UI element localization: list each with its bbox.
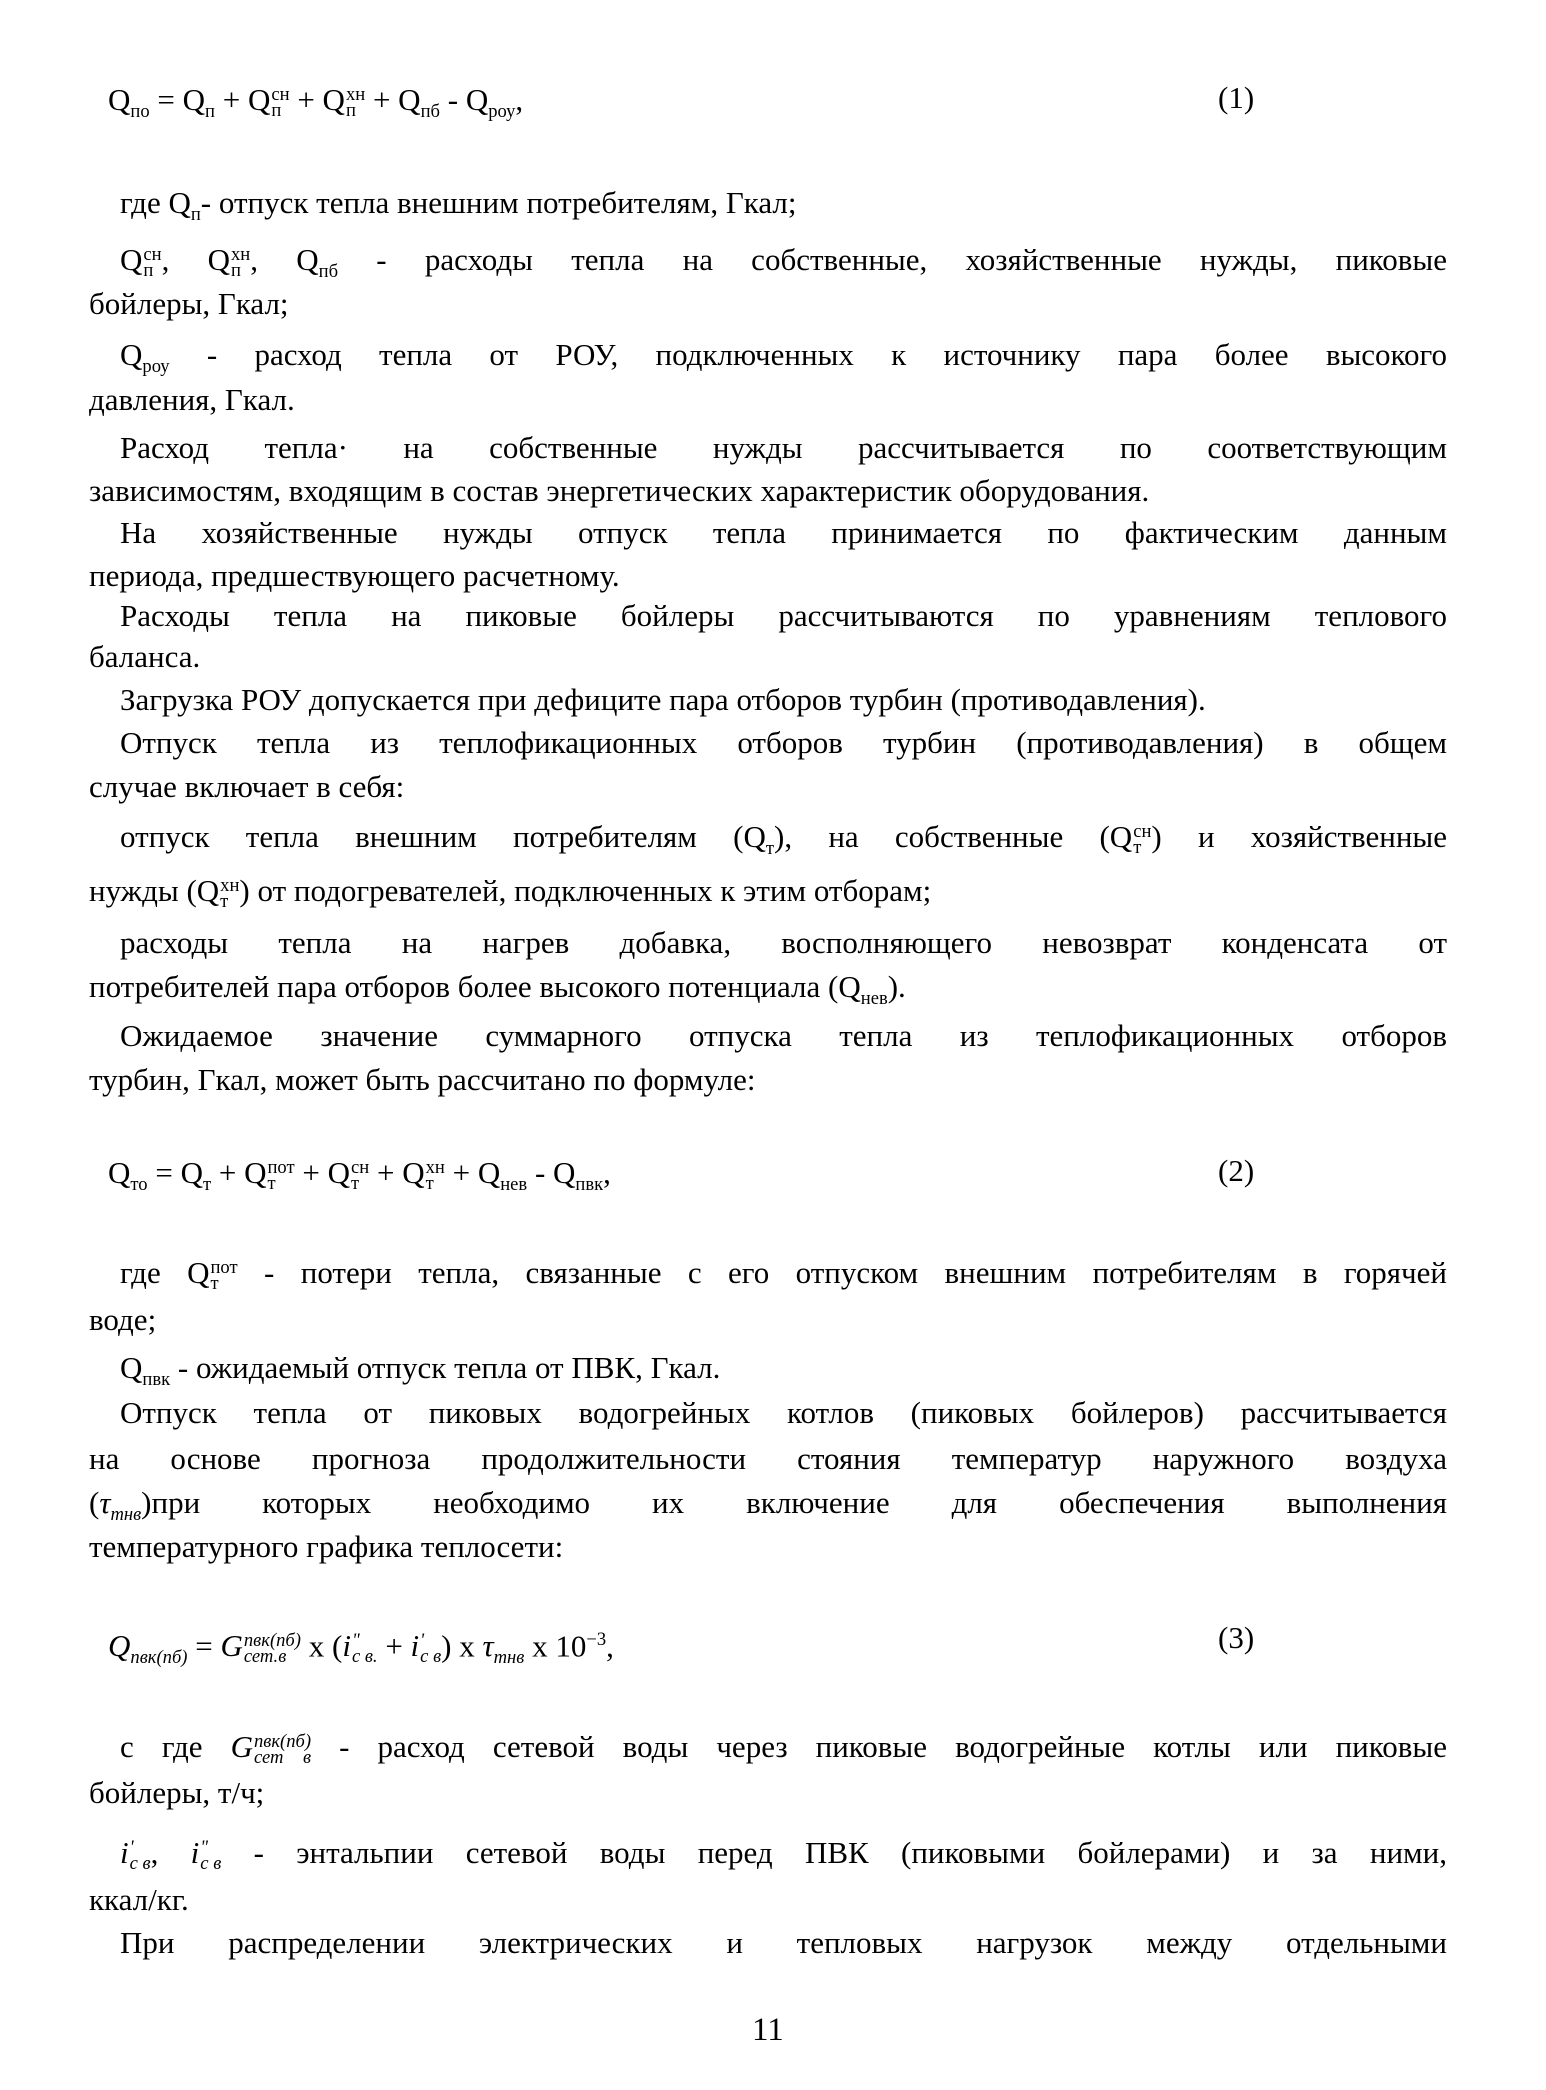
math-symbol — [402, 1153, 445, 1193]
text-run: x 10 — [524, 1628, 587, 1664]
text-line — [89, 284, 1447, 324]
symbol-base: Q — [296, 242, 319, 277]
math-symbol — [108, 1626, 188, 1678]
symbol-base: Q — [322, 82, 345, 117]
symbol-base: Q — [743, 819, 766, 854]
math-symbol — [183, 80, 215, 132]
symbol-base: Q — [327, 1155, 350, 1190]
text-line — [120, 1253, 1447, 1293]
subscript: т — [350, 1172, 360, 1194]
math-symbol — [1110, 817, 1152, 857]
script-stack — [420, 1630, 442, 1668]
text-run: Расходы тепла на пиковые бойлеры рассчитываются по уравнениям теплового — [120, 598, 1447, 633]
text-run: , — [606, 1628, 614, 1664]
text-run: где — [120, 185, 169, 220]
superscript: сн — [271, 84, 290, 106]
symbol-base: Q — [477, 1155, 501, 1190]
math-symbol — [108, 80, 150, 132]
subscript: пвк — [142, 1369, 171, 1391]
text-run: Отпуск тепла от пиковых водогрейных котлов (пиковых бойлеров) рассчитывается — [120, 1395, 1447, 1430]
subscript: п — [205, 101, 215, 123]
superscript: пот — [267, 1157, 295, 1179]
text-run: - расход сетевой воды через пиковые водогрейные котлы или пиковые — [311, 1729, 1447, 1764]
text-run: с где — [120, 1729, 231, 1764]
symbol-base: Q — [120, 1350, 143, 1385]
text-line — [120, 183, 1447, 235]
text-line — [120, 428, 1447, 468]
text-line — [89, 1439, 1447, 1479]
superscript: пвк(пб) — [253, 1731, 312, 1753]
text-run: - ожидаемый отпуск тепла от ПВК, Гкал. — [170, 1350, 721, 1385]
text-run: где — [120, 1255, 188, 1290]
text-run: + — [444, 1155, 478, 1190]
subscript: сет в — [253, 1746, 312, 1768]
text-run: - энтальпии сетевой воды перед ПВК (пиковыми бойлерами) и за ними, — [221, 1835, 1447, 1870]
text-line — [89, 556, 1447, 596]
math-symbol — [248, 80, 290, 120]
subscript: пвк — [575, 1174, 604, 1196]
text-run: На хозяйственные нужды отпуск тепла принимается по фактическим данным — [120, 515, 1447, 550]
subscript: т — [220, 890, 229, 912]
text-line — [120, 817, 1447, 869]
text-run: - расходы тепла на собственные, хозяйственные нужды, пиковые — [338, 242, 1448, 277]
math-symbol — [342, 1626, 377, 1666]
math-symbol — [187, 1253, 238, 1293]
script-stack — [210, 1257, 238, 1294]
script-stack — [253, 1731, 312, 1768]
subscript: т — [202, 1174, 212, 1196]
text-line — [120, 723, 1447, 763]
script-stack — [351, 1630, 378, 1668]
math-symbol — [586, 1620, 606, 1666]
subscript: п — [190, 204, 201, 226]
symbol-base: Q — [553, 1155, 576, 1190]
text-line — [120, 1727, 1447, 1767]
text-run: Загрузка РОУ допускается при дефиците пара отборов турбин (противодавления). — [120, 682, 1206, 717]
math-symbol — [328, 1153, 370, 1193]
subscript: тнв — [493, 1647, 525, 1669]
subscript: п — [231, 259, 241, 281]
text-line — [89, 1060, 1447, 1100]
text-line — [89, 1773, 1447, 1813]
text-run: нужды ( — [89, 873, 197, 908]
subscript: роу — [142, 356, 170, 378]
symbol-base: Q — [247, 82, 271, 117]
text-run: - — [439, 82, 466, 117]
script-stack — [231, 244, 251, 281]
text-run: + — [211, 1155, 245, 1190]
text-run: + — [377, 1628, 411, 1664]
math-symbol — [191, 1833, 222, 1873]
text-run: - отпуск тепла внешним потребителям, Гкал; — [200, 185, 797, 220]
text-run: случае включает в себя: — [89, 769, 405, 804]
math-symbol — [168, 183, 200, 235]
superscript: ' — [420, 1630, 425, 1652]
script-stack — [243, 1630, 301, 1668]
subscript: роу — [488, 101, 516, 123]
superscript: " — [351, 1630, 360, 1652]
subscript: пвк(пб) — [130, 1647, 188, 1669]
superscript: хн — [425, 1157, 445, 1179]
subscript: пб — [420, 101, 440, 123]
superscript: −3 — [586, 1629, 607, 1650]
text-run: ) и хозяйственные — [1151, 819, 1447, 854]
symbol-base: Q — [120, 337, 143, 372]
script-stack — [1133, 821, 1152, 858]
text-run: Ожидаемое значение суммарного отпуска тепла из теплофикационных отборов — [120, 1018, 1447, 1053]
text-run: температурного графика теплосети: — [89, 1529, 564, 1564]
symbol-base: Q — [398, 82, 421, 117]
math-symbol — [108, 1153, 148, 1205]
text-run: , — [515, 82, 524, 117]
subscript: с в — [129, 1852, 151, 1874]
subscript: с в. — [351, 1646, 378, 1668]
math-symbol — [838, 967, 887, 1019]
symbol-base: Q — [196, 873, 220, 908]
script-stack — [425, 1157, 445, 1194]
symbol-base: Q — [120, 242, 143, 277]
text-run: потребителей пара отборов более высокого потенциала ( — [89, 969, 839, 1004]
text-run: = — [149, 82, 183, 117]
equation-number: (2) — [1218, 1153, 1255, 1188]
symbol-base: Q — [168, 185, 191, 220]
superscript: хн — [345, 84, 366, 106]
text-line — [89, 967, 1447, 1019]
text-run: баланса. — [89, 639, 201, 674]
text-run: давления, Гкал. — [89, 382, 295, 417]
text-run: зависимостям, входящим в состав энергетических характеристик оборудования. — [89, 473, 1150, 508]
math-symbol — [482, 1626, 524, 1678]
symbol-base: Q — [108, 82, 131, 117]
symbol-base: Q — [207, 242, 230, 277]
text-run: x ( — [300, 1628, 343, 1664]
text-line — [89, 471, 1447, 511]
text-run: - — [527, 1155, 554, 1190]
text-line — [89, 1527, 1447, 1567]
text-line — [120, 513, 1447, 553]
text-line — [89, 871, 1447, 911]
math-symbol — [231, 1727, 312, 1767]
text-run: + — [289, 82, 323, 117]
superscript: пот — [210, 1257, 238, 1279]
symbol-base: τ — [99, 1485, 111, 1520]
text-run: , — [150, 1835, 191, 1870]
symbol-base: i — [190, 1835, 200, 1870]
subscript: т — [1133, 836, 1142, 858]
math-symbol — [743, 817, 774, 869]
text-run: )при которых необходимо их включение для обеспечения выполнения — [141, 1485, 1447, 1520]
text-run: + — [294, 1155, 328, 1190]
symbol-base: i — [410, 1628, 420, 1664]
text-run: При распределении электрических и тепловых нагрузок между отдельными — [120, 1925, 1447, 1960]
symbol-base: Q — [244, 1155, 267, 1190]
math-symbol — [411, 1626, 442, 1666]
symbol-base: i — [120, 1835, 129, 1870]
text-run: расходы тепла на нагрев добавка, восполняющего невозврат конденсата от — [120, 925, 1447, 960]
subscript: с в — [200, 1852, 222, 1874]
subscript: с в — [420, 1646, 442, 1668]
symbol-base: Q — [108, 1155, 131, 1190]
subscript: т — [210, 1272, 219, 1294]
text-line — [89, 637, 1447, 677]
subscript: тнв — [110, 1504, 142, 1526]
symbol-base: G — [230, 1729, 253, 1764]
text-run: бойлеры, Гкал; — [89, 286, 289, 321]
text-run: - расход тепла от РОУ, подключенных к источнику пара более высокого — [169, 337, 1447, 372]
subscript: п — [271, 99, 282, 121]
math-symbol — [197, 871, 240, 911]
text-run: турбин, Гкал, может быть рассчитано по формуле: — [89, 1062, 756, 1097]
subscript: нев — [860, 988, 888, 1010]
math-symbol — [323, 80, 366, 120]
math-symbol — [244, 1153, 295, 1193]
math-symbol — [478, 1153, 527, 1205]
script-stack — [143, 244, 162, 281]
text-run: - потери тепла, связанные с его отпуском внешним потребителям в горячей — [237, 1255, 1447, 1290]
script-stack — [129, 1837, 151, 1874]
math-symbol — [181, 1153, 212, 1205]
equation-number: (1) — [1218, 80, 1255, 115]
text-line — [120, 1923, 1447, 1963]
superscript: сн — [143, 244, 162, 266]
script-stack — [350, 1157, 370, 1194]
symbol-base: Q — [187, 1255, 210, 1290]
math-symbol — [398, 80, 440, 132]
subscript: по — [130, 101, 150, 123]
formula-2 — [108, 1153, 611, 1205]
text-run: + — [365, 82, 399, 117]
text-line — [89, 767, 1447, 807]
superscript: сн — [350, 1157, 370, 1179]
text-line — [120, 680, 1447, 720]
superscript: сн — [1133, 821, 1152, 843]
superscript: " — [200, 1837, 209, 1859]
script-stack — [345, 84, 366, 121]
subscript: сет.в — [243, 1646, 287, 1668]
page-number: 11 — [752, 2012, 784, 2048]
math-symbol — [553, 1153, 603, 1205]
formula-1 — [108, 80, 523, 132]
text-run: + — [369, 1155, 403, 1190]
text-line — [89, 1300, 1447, 1340]
text-line — [89, 1880, 1447, 1920]
text-line — [89, 380, 1447, 420]
text-run: , — [161, 242, 208, 277]
text-run: бойлеры, т/ч; — [89, 1775, 265, 1810]
script-stack — [200, 1837, 222, 1874]
text-run: ), на собственные ( — [774, 819, 1110, 854]
formula-3 — [108, 1620, 614, 1679]
subscript: то — [130, 1174, 148, 1196]
text-run: воде; — [89, 1302, 157, 1337]
symbol-base: τ — [482, 1628, 494, 1664]
subscript: т — [267, 1172, 276, 1194]
symbol-base: Q — [180, 1155, 203, 1190]
text-run: , — [250, 242, 297, 277]
superscript: ' — [129, 1837, 134, 1859]
math-symbol — [120, 1833, 151, 1873]
subscript: п — [143, 259, 154, 281]
script-stack — [220, 875, 240, 912]
math-symbol — [466, 80, 516, 132]
symbol-base: Q — [108, 1628, 131, 1664]
symbol-base: Q — [182, 82, 206, 117]
symbol-base: i — [342, 1628, 351, 1664]
math-symbol — [208, 240, 251, 280]
superscript: хн — [231, 244, 251, 266]
superscript: пвк(пб) — [243, 1630, 301, 1652]
text-run: , — [603, 1155, 611, 1190]
text-line — [120, 923, 1447, 963]
math-symbol — [220, 1626, 301, 1666]
text-run: ( — [89, 1485, 100, 1520]
symbol-base: Q — [465, 82, 489, 117]
text-run: = — [147, 1155, 181, 1190]
text-run: ). — [887, 969, 906, 1004]
text-line — [120, 1833, 1447, 1873]
text-line — [120, 596, 1447, 636]
text-run: периода, предшествующего расчетному. — [89, 558, 620, 593]
symbol-base: G — [220, 1628, 243, 1664]
text-run: ккал/кг. — [89, 1882, 189, 1917]
symbol-base: Q — [1109, 819, 1133, 854]
text-run: ) x — [441, 1628, 483, 1664]
text-run: отпуск тепла внешним потребителям ( — [120, 819, 744, 854]
math-symbol — [120, 240, 162, 280]
text-run: + — [214, 82, 248, 117]
script-stack — [267, 1157, 295, 1194]
text-run: ) от подогревателей, подключенных к этим отборам; — [239, 873, 932, 908]
text-run: на основе прогноза продолжительности стояния температур наружного воздуха — [89, 1441, 1447, 1476]
equation-number: (3) — [1218, 1620, 1255, 1655]
subscript: нев — [500, 1174, 528, 1196]
subscript: п — [345, 99, 356, 121]
text-run: Расход тепла· на собственные нужды рассчитывается по соответствующим — [120, 430, 1447, 465]
text-line — [120, 1016, 1447, 1056]
superscript: хн — [220, 875, 240, 897]
symbol-base: Q — [402, 1155, 425, 1190]
text-run: Отпуск тепла из теплофикационных отборов турбин (противодавления) в общем — [120, 725, 1447, 760]
symbol-base: Q — [838, 969, 861, 1004]
subscript: т — [425, 1172, 434, 1194]
subscript: пб — [318, 261, 339, 283]
subscript: т — [765, 838, 775, 860]
script-stack — [271, 84, 290, 121]
text-line — [120, 1393, 1447, 1433]
text-run: = — [187, 1628, 221, 1664]
